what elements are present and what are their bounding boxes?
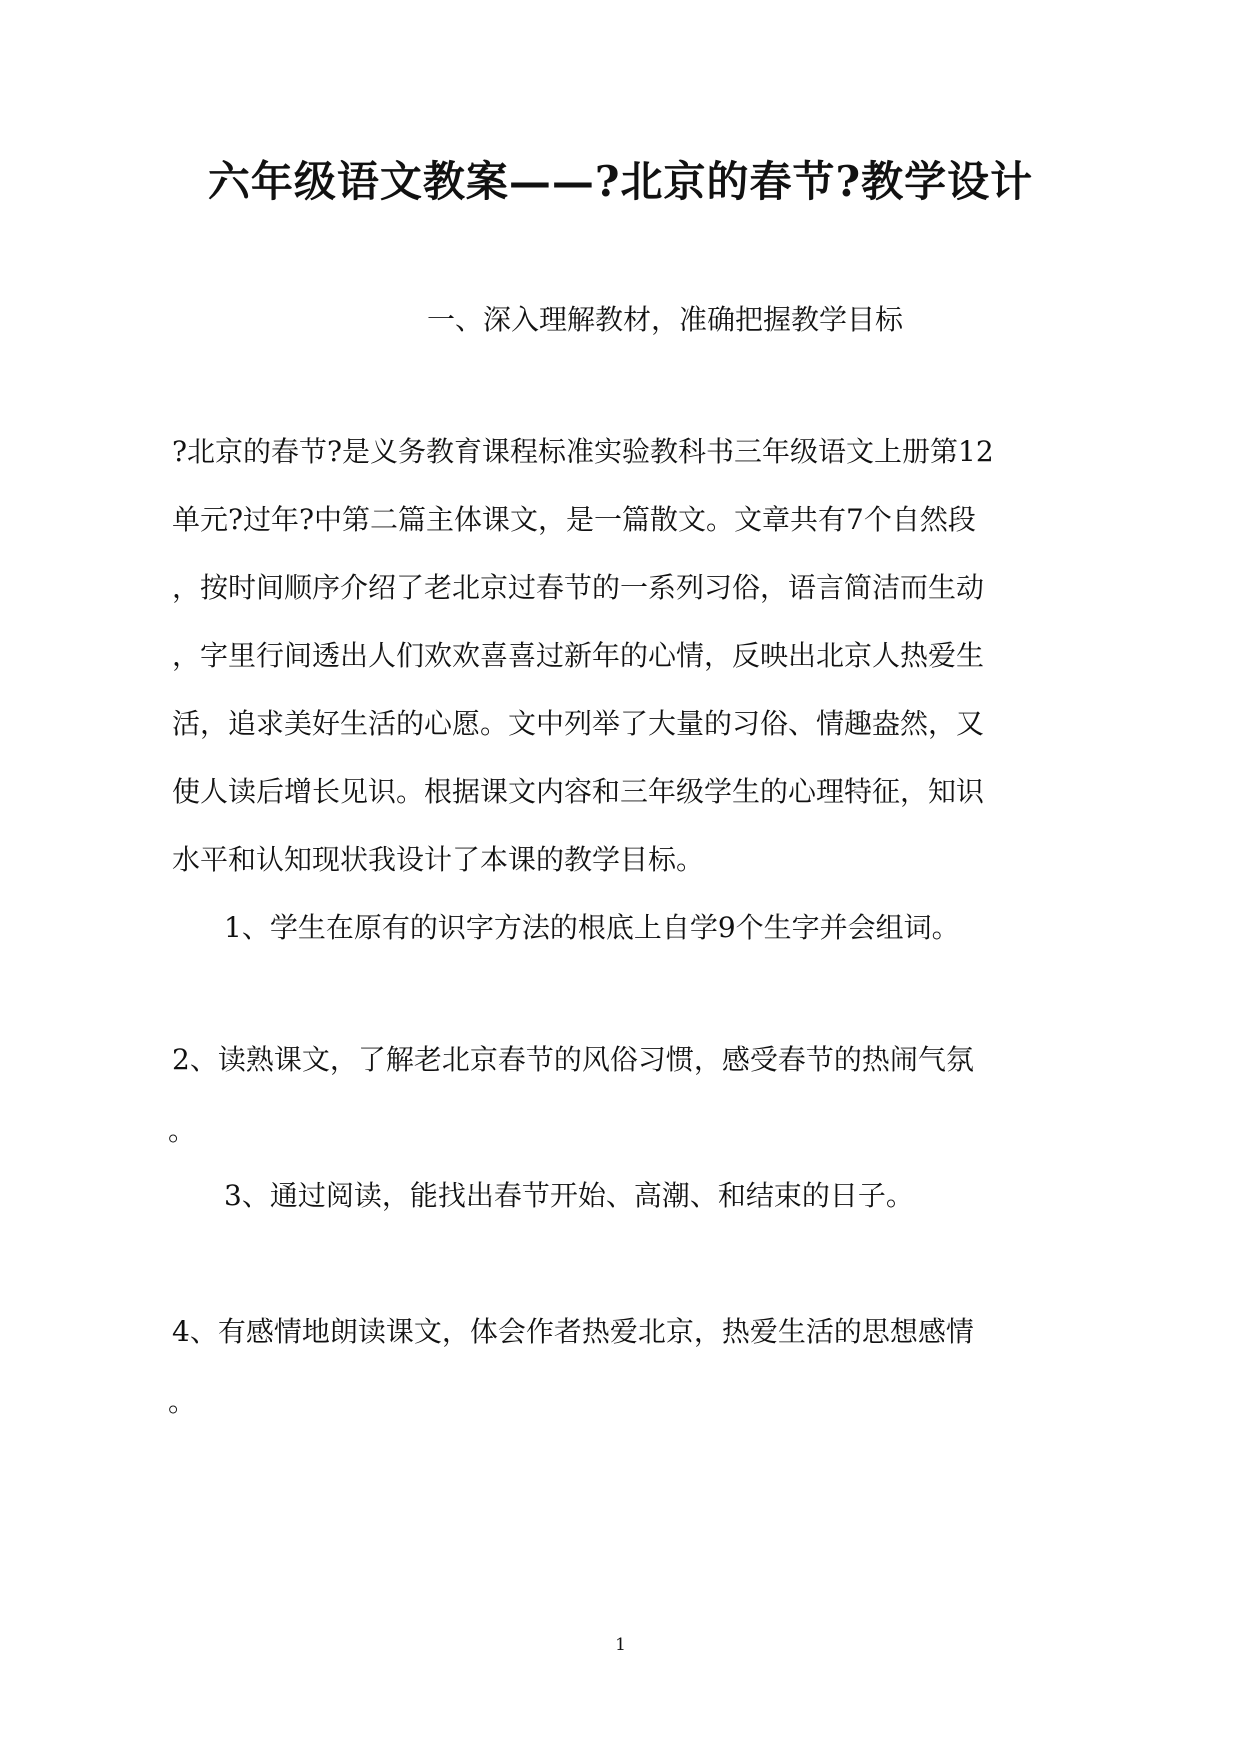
document-title: 六年级语文教案——?北京的春节?教学设计 xyxy=(207,157,1034,206)
goal-item-4: 4、有感情地朗读课文，体会作者热爱北京，热爱生活的思想感情 xyxy=(172,1315,974,1348)
paragraph-line: 活，追求美好生活的心愿。文中列举了大量的习俗、情趣盎然，又 xyxy=(172,707,985,740)
section-heading: 一、深入理解教材，准确把握教学目标 xyxy=(427,303,904,336)
goal-item-3: 3、通过阅读，能找出春节开始、高潮、和结束的日子。 xyxy=(224,1179,914,1212)
paragraph-line: 使人读后增长见识。根据课文内容和三年级学生的心理特征，知识 xyxy=(172,775,985,808)
paragraph-line: ，按时间顺序介绍了老北京过春节的一系列习俗，语言简洁而生动 xyxy=(172,571,985,604)
paragraph-line: 单元?过年?中第二篇主体课文，是一篇散文。文章共有7个自然段 xyxy=(172,503,976,536)
paragraph-line: ，字里行间透出人们欢欢喜喜过新年的心情，反映出北京人热爱生 xyxy=(172,639,985,672)
goal-item-2: 2、读熟课文，了解老北京春节的风俗习惯，感受春节的热闹气氛 xyxy=(172,1043,974,1076)
page-number: 1 xyxy=(615,1635,626,1655)
goal-item-1: 1、学生在原有的识字方法的根底上自学9个生字并会组词。 xyxy=(224,911,960,944)
paragraph-line: 水平和认知现状我设计了本课的教学目标。 xyxy=(172,843,705,876)
goal-item-2-continuation: 。 xyxy=(168,1114,197,1147)
goal-item-4-continuation: 。 xyxy=(168,1385,197,1418)
paragraph-line: ?北京的春节?是义务教育课程标准实验教科书三年级语文上册第12 xyxy=(172,435,994,468)
